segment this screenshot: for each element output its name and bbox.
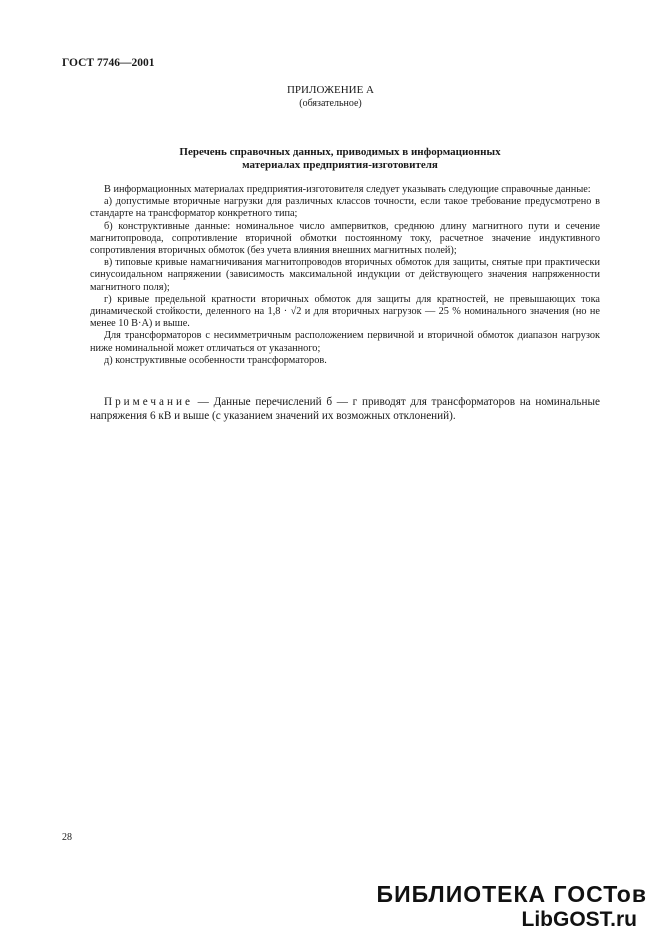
library-name: БИБЛИОТЕКА ГОСТов	[376, 881, 647, 907]
paragraph-item-a: а) допустимые вторичные нагрузки для различных классов точности, если такое требование предусмотрено в стандарте на трансформатор конкретного типа;	[90, 196, 600, 220]
appendix-status: (обязательное)	[299, 98, 362, 109]
note-label: Примечание	[104, 396, 193, 408]
body-text	[90, 184, 600, 367]
paragraph-item-d: д) конструктивные особенности трансформаторов.	[104, 354, 327, 366]
library-url: LibGOST.ru	[521, 908, 637, 931]
standard-id: ГОСТ 7746—2001	[62, 57, 155, 69]
paragraph-intro: В информационных материалах предприятия-изготовителя следует указывать следующие справочные данные:	[104, 184, 591, 195]
appendix-header	[0, 84, 661, 110]
section-heading-line-2: материалах предприятия-изготовителя	[242, 159, 438, 171]
note-text: — Данные перечислений б — г приводят для трансформаторов на номинальные напряжения 6 кВ и выше (с указанием значений их возможных отклонений).	[90, 396, 600, 423]
paragraph-asymmetric-note: Для трансформаторов с несимметричным расположением первичной и вторичной обмоток диапазон нагрузок ниже номинальной может отличаться от указанного;	[90, 330, 600, 354]
paragraph-item-g: г) кривые предельной кратности вторичных обмоток для защиты для кратностей, не превышающих тока динамической стойкости, деленного на 1,8 · √2 и для вторичных нагрузок — 25 % номинального значения (но не менее 10 В·А) и выше.	[90, 293, 600, 330]
paragraph-item-v: в) типовые кривые намагничивания магнитопроводов вторичных обмоток для защиты, снятые при практически синусоидальном напряжении (зависимость максимальной индукции от действующего значения напряженности магнитного поля);	[90, 257, 600, 293]
section-heading	[100, 146, 580, 172]
paragraph-item-b: б) конструктивные данные: номинальное число ампервитков, среднюю длину магнитного пути и сечение магнитопровода, сопротивление вторичной обмотки постоянному току, расчетное значение индуктивного сопротивления вторичных обмоток (без учета влияния внешних магнитных полей);	[90, 220, 600, 257]
appendix-title: ПРИЛОЖЕНИЕ А	[286, 84, 374, 96]
page-number: 28	[62, 832, 72, 843]
note-block	[90, 395, 600, 424]
section-heading-line-1: Перечень справочных данных, приводимых в информационных	[179, 146, 501, 158]
library-watermark	[377, 880, 647, 932]
